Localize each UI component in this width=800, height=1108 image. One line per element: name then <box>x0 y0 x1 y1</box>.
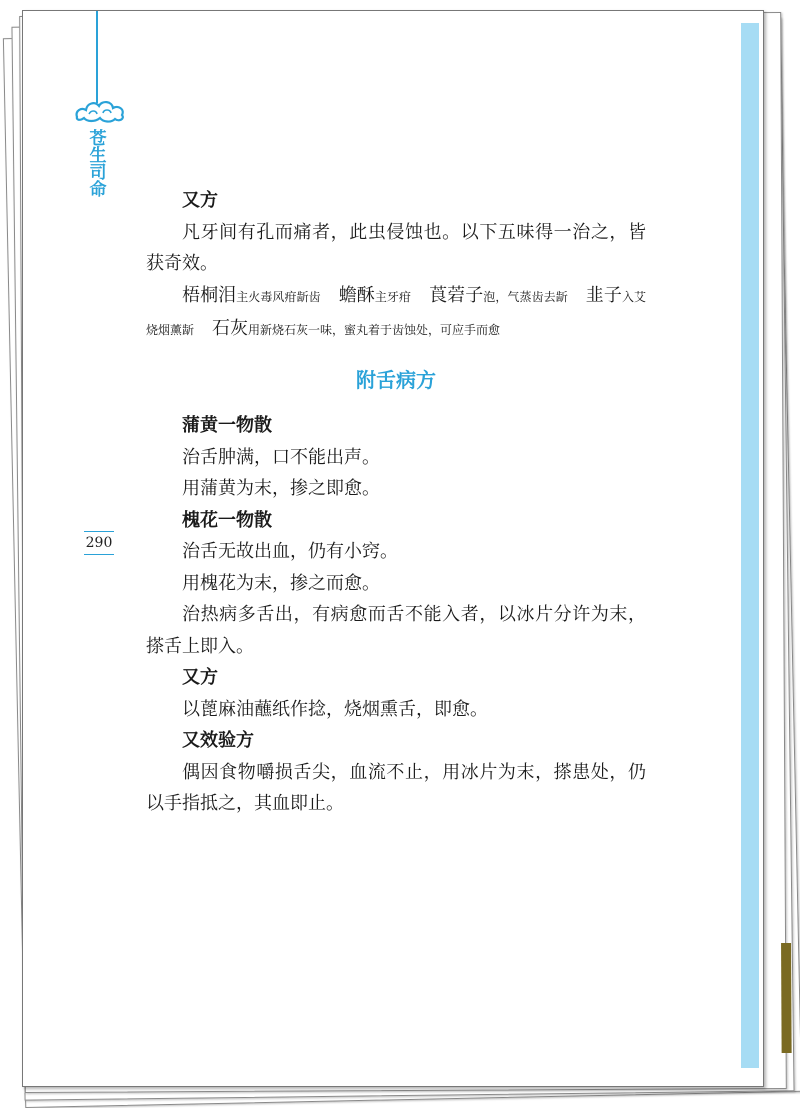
recipe-heading: 蒲黄一物散 <box>182 415 272 436</box>
book-page <box>22 10 764 1087</box>
paragraph: 以蓖麻油蘸纸作捻，烧烟熏舌，即愈。 <box>182 698 488 720</box>
hanging-line <box>96 11 98 103</box>
herb-item: 韭子入艾烧烟薰龂 <box>146 284 647 337</box>
paragraph: 用蒲黄为末，掺之即愈。 <box>182 478 380 499</box>
herb-item: 莨菪子泡，气蒸齿去龂 <box>429 284 568 306</box>
herb-list <box>146 280 646 347</box>
recipe-heading: 又效验方 <box>182 730 254 751</box>
vertical-book-title: 苍生司命 <box>89 129 107 200</box>
paragraph: 治舌无故出血，仍有小窍。 <box>182 541 398 562</box>
paragraph: 偶因食物嚼损舌尖，血流不止，用冰片为末，搽患处，仍以手指抵之，其血即止。 <box>146 761 646 814</box>
recipe-heading: 又方 <box>182 667 218 688</box>
page-number: 290 <box>85 535 113 551</box>
page-edge-accent <box>781 943 792 1053</box>
herb-item: 梧桐泪主火毒风疳龂齿 <box>182 284 321 306</box>
herb-item: 蟾酥主牙疳 <box>338 284 412 306</box>
herb-item: 石灰用新烧石灰一味，蜜丸着于齿蚀处，可应手而愈 <box>212 318 501 339</box>
side-color-band <box>741 23 759 1068</box>
cloud-ornament-icon <box>73 97 127 123</box>
paragraph: 治舌肿满，口不能出声。 <box>182 446 380 468</box>
recipe-heading: 又方 <box>182 190 218 211</box>
paragraph: 治热病多舌出，有病愈而舌不能入者，以冰片分许为末，搽舌上即入。 <box>146 604 646 657</box>
paragraph: 用槐花为末，掺之而愈。 <box>182 572 380 594</box>
section-title: 附舌病方 <box>356 367 436 392</box>
recipe-heading: 槐花一物散 <box>182 509 272 531</box>
page-content <box>146 185 646 820</box>
paragraph: 凡牙间有孔而痛者，此虫侵蚀也。以下五味得一治之，皆获奇效。 <box>146 221 646 274</box>
